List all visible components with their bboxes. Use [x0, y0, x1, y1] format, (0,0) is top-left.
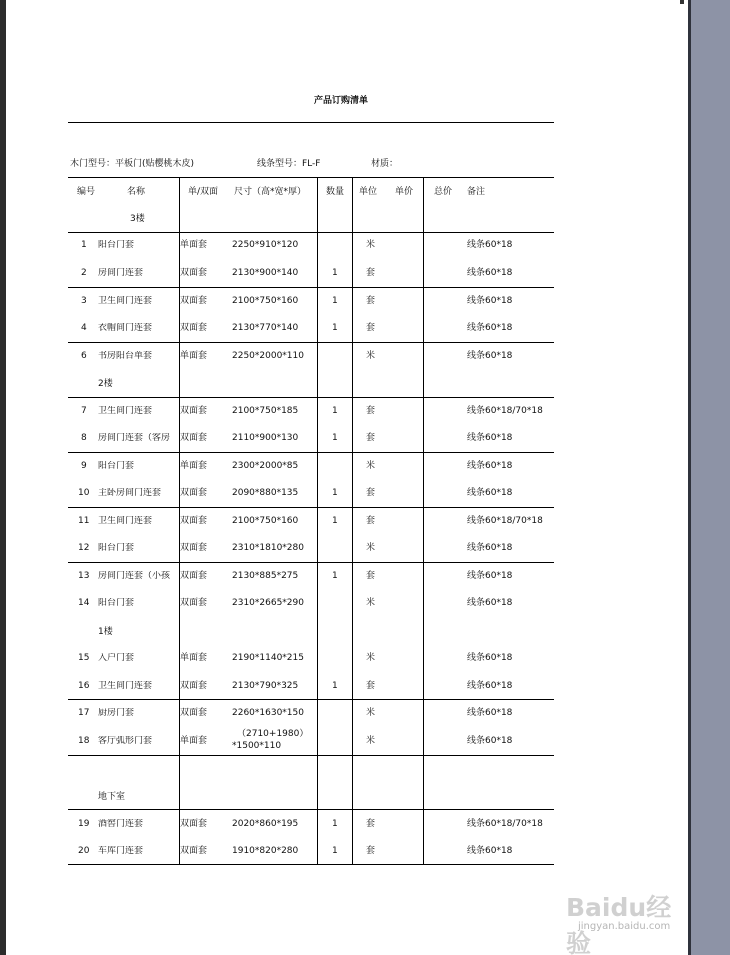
- row-single-double: 双面套: [180, 268, 208, 278]
- line-model-label: 线条型号：FL-F: [257, 159, 321, 169]
- floor-label-3f: 3楼: [130, 214, 145, 224]
- header-unit-price: 单价: [395, 187, 414, 197]
- table-top-border: [68, 177, 554, 178]
- row-unit: 米: [366, 543, 376, 553]
- row-single-double: 双面套: [180, 323, 208, 333]
- row-no: 2: [81, 268, 87, 278]
- row-no: 3: [81, 296, 87, 306]
- row-unit: 套: [366, 819, 376, 829]
- row-name: 入户门套: [98, 653, 135, 663]
- row-size: 2310*1810*280: [232, 543, 304, 553]
- row-no: 4: [81, 323, 87, 333]
- row-size: 2250*2000*110: [232, 351, 304, 361]
- row-size: 2020*860*195: [232, 819, 299, 829]
- row-remark: 线条60*18/70*18: [467, 819, 543, 829]
- baidu-watermark: [566, 876, 686, 955]
- row-separator: [68, 342, 554, 343]
- row-size: 2310*2665*290: [232, 598, 304, 608]
- header-qty: 数量: [326, 187, 345, 197]
- row-qty: 1: [332, 819, 338, 829]
- row-single-double: 双面套: [180, 708, 208, 718]
- row-name: 房间门连套（客房: [98, 433, 171, 443]
- row-remark: 线条60*18: [467, 240, 513, 250]
- header-unit: 单位: [359, 187, 378, 197]
- row-no: 10: [78, 488, 90, 498]
- row-size: 2100*750*160: [232, 516, 299, 526]
- row-separator: [68, 452, 554, 453]
- row-unit: 套: [366, 406, 376, 416]
- header-no: 编号: [77, 187, 96, 197]
- row-separator: [68, 755, 554, 756]
- row-separator: [68, 287, 554, 288]
- watermark-logo: Baidu经验: [566, 893, 672, 955]
- row-qty: 1: [332, 433, 338, 443]
- row-single-double: 双面套: [180, 819, 208, 829]
- row-size: （2710+1980）: [237, 729, 309, 739]
- row-no: 18: [78, 736, 90, 746]
- row-name: 卫生间门连套: [98, 516, 153, 526]
- row-unit: 米: [366, 653, 376, 663]
- col-divider-price: [423, 177, 424, 864]
- row-size: 2130*900*140: [232, 268, 299, 278]
- row-unit: 套: [366, 296, 376, 306]
- row-unit: 米: [366, 351, 376, 361]
- row-unit: 米: [366, 736, 376, 746]
- row-remark: 线条60*18: [467, 461, 513, 471]
- col-divider-size: [317, 177, 318, 864]
- row-size: 1910*820*280: [232, 846, 299, 856]
- row-qty: 1: [332, 681, 338, 691]
- row-size: 2130*770*140: [232, 323, 299, 333]
- row-no: 7: [81, 406, 87, 416]
- row-remark: 线条60*18: [467, 296, 513, 306]
- header-total: 总价: [434, 187, 453, 197]
- row-name: 房间门连套（小孩: [98, 571, 171, 581]
- row-remark: 线条60*18/70*18: [467, 516, 543, 526]
- row-no: 15: [78, 653, 90, 663]
- row-remark: 线条60*18: [467, 736, 513, 746]
- row-single-double: 单面套: [180, 351, 208, 361]
- header-name: 名称: [127, 187, 146, 197]
- floor-label-basement: 地下室: [98, 792, 126, 802]
- row-name: 阳台门套: [98, 461, 135, 471]
- row-size: 2110*900*130: [232, 433, 299, 443]
- row-name: 车库门连套: [98, 846, 144, 856]
- row-name: 衣帽间门连套: [98, 323, 153, 333]
- header-size: 尺寸（高*宽*厚）: [234, 187, 307, 197]
- row-single-double: 双面套: [180, 296, 208, 306]
- row-name: 卫生间门连套: [98, 681, 153, 691]
- row-single-double: 双面套: [180, 488, 208, 498]
- row-single-double: 双面套: [180, 543, 208, 553]
- floor-label-2f: 2楼: [98, 379, 113, 389]
- row-unit: 套: [366, 681, 376, 691]
- row-name: 阳台门套: [98, 240, 135, 250]
- row-size-line2: *1500*110: [232, 741, 282, 751]
- row-no: 11: [78, 516, 90, 526]
- col-divider-qty: [352, 177, 353, 864]
- row-qty: 1: [332, 406, 338, 416]
- row-remark: 线条60*18: [467, 681, 513, 691]
- row-size: 2300*2000*85: [232, 461, 299, 471]
- row-single-double: 双面套: [180, 598, 208, 608]
- row-no: 12: [78, 543, 90, 553]
- row-remark: 线条60*18: [467, 488, 513, 498]
- row-name: 阳台门套: [98, 598, 135, 608]
- row-single-double: 单面套: [180, 653, 208, 663]
- row-separator: [68, 562, 554, 563]
- header-single-double: 单/双面: [188, 187, 219, 197]
- row-no: 17: [78, 708, 90, 718]
- row-qty: 1: [332, 268, 338, 278]
- row-no: 9: [81, 461, 87, 471]
- row-size: 2090*880*135: [232, 488, 299, 498]
- row-separator: [68, 232, 554, 233]
- row-remark: 线条60*18: [467, 351, 513, 361]
- row-separator: [68, 699, 554, 700]
- row-unit: 米: [366, 598, 376, 608]
- row-single-double: 单面套: [180, 240, 208, 250]
- document-title: 产品订购清单: [313, 96, 368, 106]
- row-name: 房间门连套: [98, 268, 144, 278]
- row-separator: [68, 809, 554, 810]
- row-remark: 线条60*18: [467, 543, 513, 553]
- row-no: 19: [78, 819, 90, 829]
- row-remark: 线条60*18: [467, 323, 513, 333]
- row-remark: 线条60*18: [467, 653, 513, 663]
- row-name: 酒窖门连套: [98, 819, 144, 829]
- row-size: 2260*1630*150: [232, 708, 304, 718]
- row-no: 20: [78, 846, 90, 856]
- row-unit: 套: [366, 433, 376, 443]
- page-shadow: [688, 0, 691, 955]
- row-separator: [68, 507, 554, 508]
- row-qty: 1: [332, 516, 338, 526]
- row-unit: 套: [366, 846, 376, 856]
- row-unit: 套: [366, 488, 376, 498]
- row-remark: 线条60*18: [467, 268, 513, 278]
- row-qty: 1: [332, 488, 338, 498]
- row-unit: 米: [366, 240, 376, 250]
- row-no: 16: [78, 681, 90, 691]
- row-no: 13: [78, 571, 90, 581]
- document-page: [6, 0, 688, 955]
- row-separator: [68, 397, 554, 398]
- row-qty: 1: [332, 323, 338, 333]
- row-unit: 套: [366, 323, 376, 333]
- row-single-double: 双面套: [180, 571, 208, 581]
- floor-label-1f: 1楼: [98, 627, 113, 637]
- door-model-label: 木门型号：平板门(贴樱桃木皮): [70, 159, 195, 169]
- row-remark: 线条60*18: [467, 571, 513, 581]
- row-name: 卫生间门连套: [98, 296, 153, 306]
- header-remark: 备注: [467, 187, 486, 197]
- row-no: 1: [81, 240, 87, 250]
- row-qty: 1: [332, 571, 338, 581]
- row-single-double: 单面套: [180, 736, 208, 746]
- row-size: 2130*790*325: [232, 681, 299, 691]
- row-size: 2250*910*120: [232, 240, 299, 250]
- row-no: 6: [81, 351, 87, 361]
- row-name: 主卧房间门连套: [98, 488, 162, 498]
- row-single-double: 单面套: [180, 461, 208, 471]
- row-remark: 线条60*18: [467, 433, 513, 443]
- row-unit: 米: [366, 708, 376, 718]
- row-name: 客厅弧形门套: [98, 736, 153, 746]
- row-name: 阳台门套: [98, 543, 135, 553]
- row-no: 14: [78, 598, 90, 608]
- row-size: 2100*750*160: [232, 296, 299, 306]
- row-unit: 套: [366, 571, 376, 581]
- title-rule: [68, 122, 554, 123]
- row-name: 卫生间门连套: [98, 406, 153, 416]
- row-single-double: 双面套: [180, 433, 208, 443]
- row-size: 2190*1140*215: [232, 653, 304, 663]
- row-size: 2130*885*275: [232, 571, 299, 581]
- row-remark: 线条60*18/70*18: [467, 406, 543, 416]
- watermark-url: jingyan.baidu.com: [578, 921, 671, 932]
- row-qty: 1: [332, 846, 338, 856]
- row-size: 2100*750*185: [232, 406, 299, 416]
- row-single-double: 双面套: [180, 406, 208, 416]
- table-bottom-border: [68, 864, 554, 865]
- row-unit: 米: [366, 461, 376, 471]
- row-unit: 套: [366, 516, 376, 526]
- row-remark: 线条60*18: [467, 598, 513, 608]
- row-single-double: 双面套: [180, 846, 208, 856]
- row-single-double: 双面套: [180, 516, 208, 526]
- row-single-double: 双面套: [180, 681, 208, 691]
- row-unit: 套: [366, 268, 376, 278]
- row-name: 厨房门套: [98, 708, 135, 718]
- material-label: 材质：: [371, 159, 399, 169]
- row-name: 书房阳台单套: [98, 351, 153, 361]
- page-corner-mark: [680, 0, 684, 4]
- row-qty: 1: [332, 296, 338, 306]
- row-remark: 线条60*18: [467, 708, 513, 718]
- row-remark: 线条60*18: [467, 846, 513, 856]
- row-no: 8: [81, 433, 87, 443]
